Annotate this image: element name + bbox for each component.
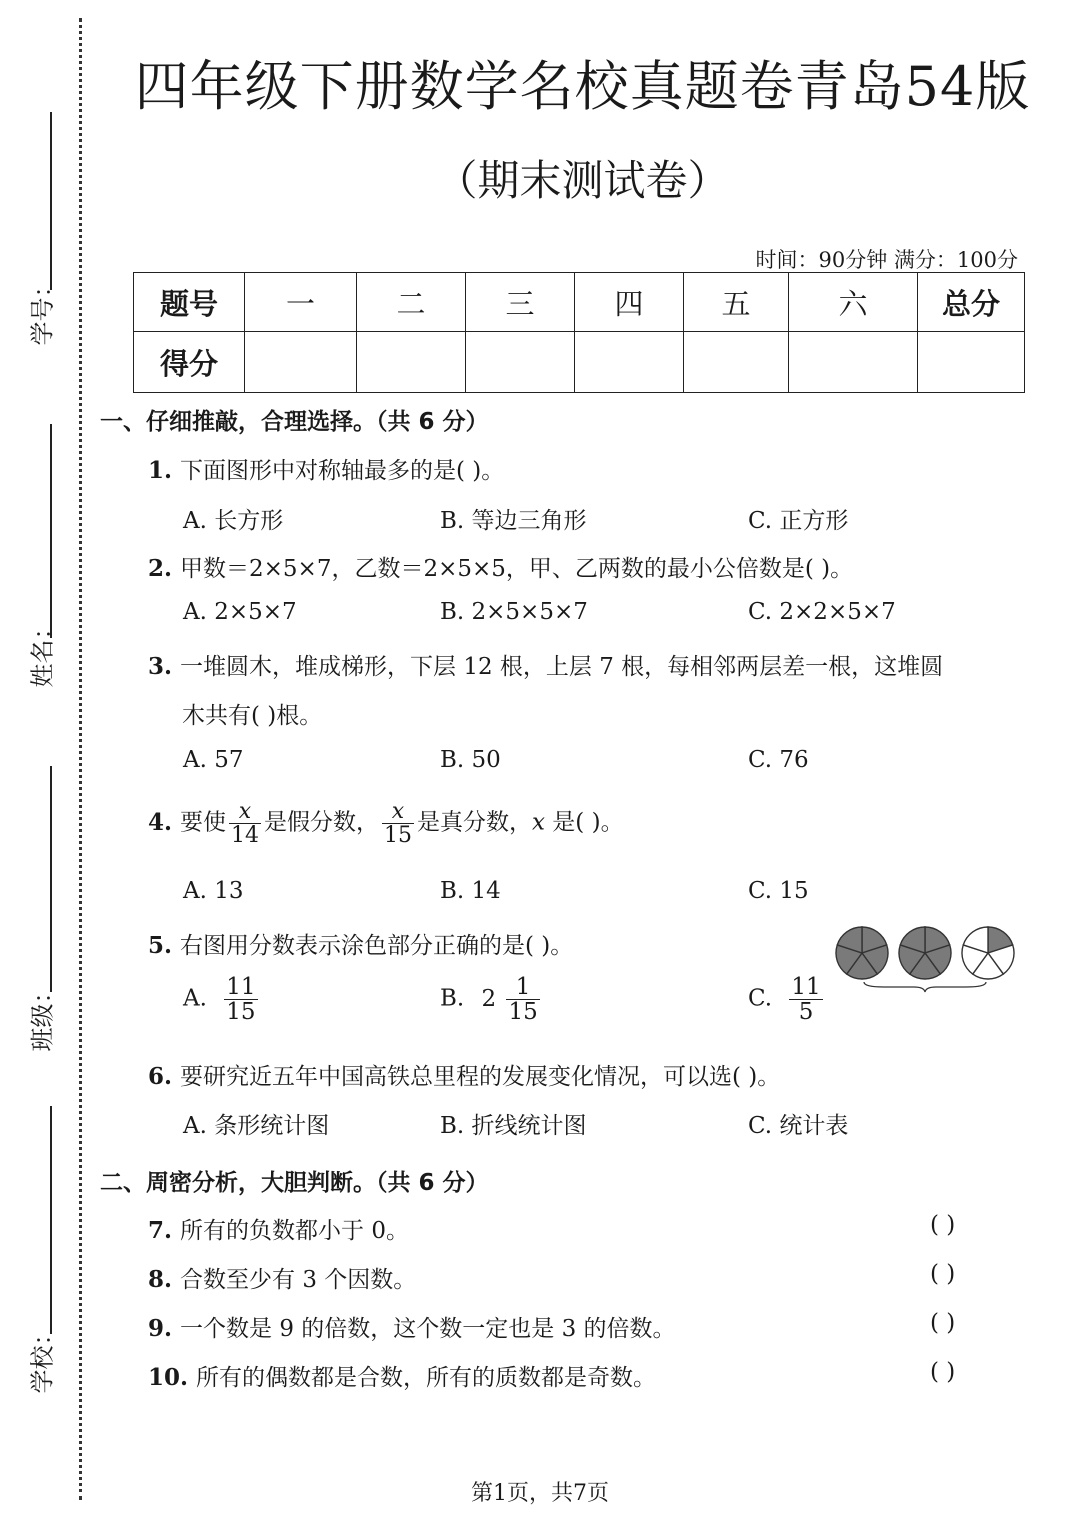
score-table-cell: 一 [245, 273, 357, 332]
answer-paren[interactable]: ( ) [930, 1359, 956, 1385]
option-c[interactable]: C. 76 [748, 747, 809, 773]
denominator: 5 [798, 999, 814, 1026]
question-number: 7. [148, 1217, 173, 1244]
option-b[interactable]: B. 等边三角形 [440, 508, 587, 534]
score-table-cell: 三 [466, 273, 575, 332]
question-number: 5. [148, 932, 173, 959]
question-number: 2. [148, 555, 173, 582]
score-entry-cell[interactable] [357, 332, 466, 393]
fraction [789, 975, 822, 1024]
answer-paren[interactable]: ( ) [930, 1310, 956, 1336]
fraction-circle [899, 927, 951, 979]
option-b[interactable]: B. 2×5×5×7 [440, 599, 588, 625]
question-8 [148, 1261, 416, 1294]
brace [864, 982, 986, 992]
numerator: x [382, 800, 414, 824]
option-b[interactable]: B. 折线统计图 [440, 1113, 587, 1139]
score-table-cell: 总分 [918, 273, 1025, 332]
question-5 [148, 927, 573, 960]
denominator: 15 [384, 823, 413, 849]
question-text: 甲数＝2×5×7，乙数＝2×5×5，甲、乙两数的最小公倍数是( )。 [180, 556, 854, 582]
question-text: 是假分数， [264, 809, 380, 836]
option-b[interactable]: B. 14 [440, 878, 501, 904]
question-10 [148, 1359, 656, 1392]
question-9 [148, 1310, 676, 1343]
score-table [133, 272, 1025, 393]
page-title: 四年级下册数学名校真题卷青岛54版 [134, 55, 1031, 118]
question-text: 是( )。 [545, 809, 624, 836]
question-3 [148, 648, 943, 681]
section-1-heading: 一、仔细推敲，合理选择。（共 6 分） [100, 409, 489, 435]
question-4 [148, 800, 624, 847]
question-text: 下面图形中对称轴最多的是( )。 [180, 458, 505, 484]
whole-number: 2 [481, 985, 497, 1012]
question-number: 4. [148, 808, 173, 836]
numerator: x [229, 800, 261, 824]
student-id-label: 学号： [28, 273, 57, 346]
score-entry-cell[interactable] [466, 332, 575, 393]
question-number: 1. [148, 457, 173, 484]
page-number: 第1页，共7页 [471, 1481, 609, 1506]
fraction-circle [962, 927, 1014, 979]
question-text: 合数至少有 3 个因数。 [180, 1267, 417, 1293]
option-c[interactable] [748, 975, 826, 1024]
class-line [50, 766, 52, 992]
binding-dotted-line [79, 18, 82, 1500]
option-label: B. [440, 985, 465, 1012]
fraction [506, 975, 539, 1024]
question-number: 9. [148, 1315, 173, 1342]
name-line [50, 424, 52, 638]
question-number: 8. [148, 1266, 173, 1293]
question-text: 一个数是 9 的倍数，这个数一定也是 3 的倍数。 [180, 1316, 676, 1342]
denominator: 15 [226, 999, 256, 1026]
question-text: 要使 [180, 809, 227, 836]
class-label: 班级： [28, 979, 57, 1052]
page-subtitle: （期末测试卷） [435, 156, 730, 205]
name-label: 姓名： [28, 615, 57, 688]
option-c[interactable]: C. 2×2×5×7 [748, 599, 896, 625]
fraction-circle [836, 927, 888, 979]
question-1 [148, 452, 504, 485]
score-entry-cell[interactable] [918, 332, 1025, 393]
option-label: C. [748, 985, 773, 1012]
denominator: 15 [508, 999, 538, 1026]
numerator: 11 [226, 974, 256, 1000]
section-2-heading: 二、周密分析，大胆判断。（共 6 分） [100, 1170, 489, 1196]
score-row-label: 得分 [134, 332, 245, 393]
answer-paren[interactable]: ( ) [930, 1212, 956, 1238]
option-a[interactable] [183, 975, 261, 1024]
score-entry-cell[interactable] [789, 332, 918, 393]
option-c[interactable]: C. 正方形 [748, 508, 849, 534]
score-table-cell: 四 [575, 273, 684, 332]
question-text: 一堆圆木，堆成梯形，下层 12 根，上层 7 根，每相邻两层差一根，这堆圆 [180, 654, 944, 680]
option-a[interactable]: A. 长方形 [183, 508, 284, 534]
fraction-x-over-15 [382, 800, 414, 847]
question-number: 6. [148, 1063, 173, 1090]
score-table-score-row [134, 332, 1025, 393]
option-a[interactable]: A. 57 [183, 747, 244, 773]
question-7 [148, 1212, 409, 1245]
score-table-cell: 五 [684, 273, 789, 332]
option-b[interactable]: B. 50 [440, 747, 501, 773]
score-table-cell: 六 [789, 273, 918, 332]
fraction-x-over-14 [229, 800, 261, 847]
option-a[interactable]: A. 13 [183, 878, 244, 904]
score-table-header-row [134, 273, 1025, 332]
score-table-cell: 二 [357, 273, 466, 332]
denominator: 14 [231, 823, 260, 849]
question-number: 10. [148, 1364, 189, 1391]
score-entry-cell[interactable] [684, 332, 789, 393]
question-text: 右图用分数表示涂色部分正确的是( )。 [180, 933, 574, 959]
variable-x: x [532, 809, 545, 836]
score-table-cell: 题号 [134, 273, 245, 332]
question-text: 是真分数， [417, 809, 533, 836]
question-text: 要研究近五年中国高铁总里程的发展变化情况，可以选( )。 [180, 1064, 781, 1090]
option-c[interactable]: C. 统计表 [748, 1113, 849, 1139]
numerator: 1 [506, 975, 539, 1000]
score-entry-cell[interactable] [245, 332, 357, 393]
question-6 [148, 1058, 780, 1091]
option-a[interactable]: A. 条形统计图 [183, 1113, 330, 1139]
time-score-info: 时间：90分钟 满分：100分 [755, 248, 1018, 272]
answer-paren[interactable]: ( ) [930, 1261, 956, 1287]
option-label: A. [183, 985, 207, 1012]
fraction [224, 975, 257, 1024]
question-3-continued: 木共有( )根。 [182, 703, 323, 729]
question-number: 3. [148, 653, 173, 680]
question-text: 所有的负数都小于 0。 [180, 1218, 409, 1244]
score-entry-cell[interactable] [575, 332, 684, 393]
option-a[interactable]: A. 2×5×7 [183, 599, 297, 625]
option-b[interactable] [440, 975, 543, 1024]
question-text: 所有的偶数都是合数，所有的质数都是奇数。 [196, 1365, 657, 1391]
school-line [50, 1106, 52, 1334]
shaded-circles-figure [834, 925, 1016, 997]
circles-group [836, 927, 1014, 979]
numerator: 11 [791, 974, 821, 1000]
school-label: 学校： [28, 1321, 57, 1394]
question-2 [148, 550, 853, 583]
option-c[interactable]: C. 15 [748, 878, 809, 904]
